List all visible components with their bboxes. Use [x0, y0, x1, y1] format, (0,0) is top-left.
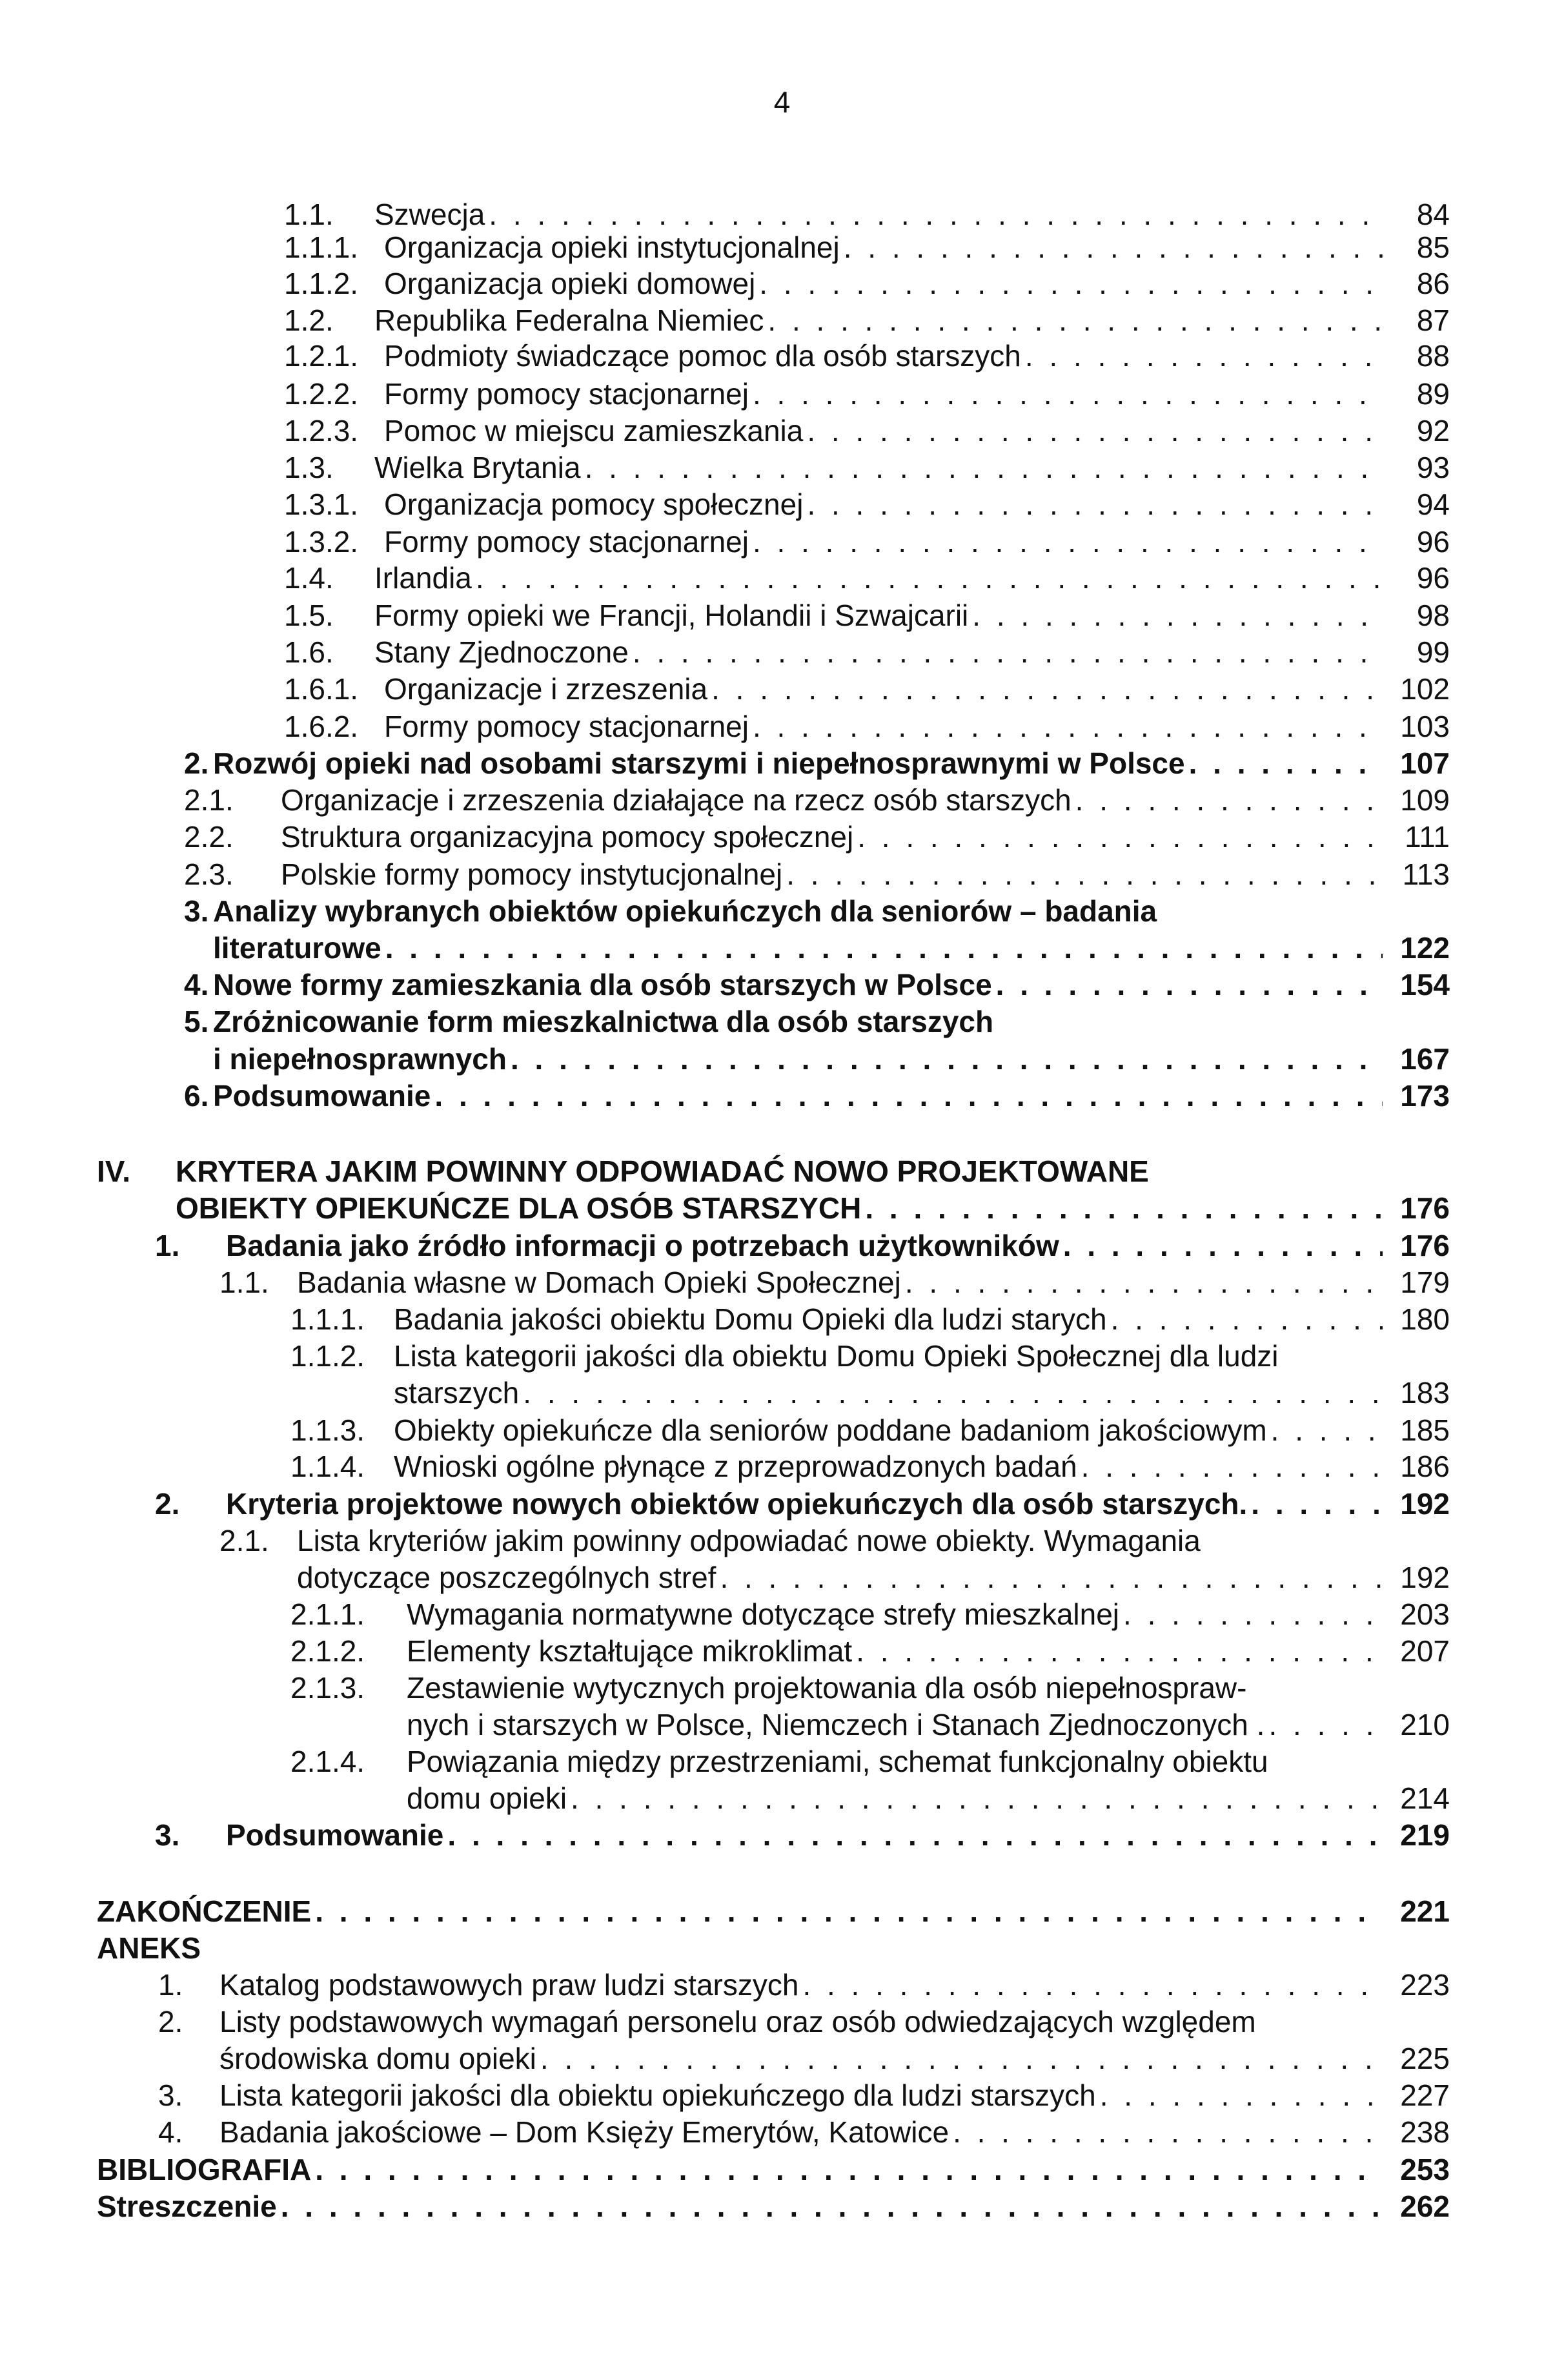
- toc-entry: [284, 265, 1450, 302]
- toc-entry-number: 1.4.: [284, 561, 334, 595]
- toc-entry-title-continued: i niepełnosprawnych: [213, 1042, 507, 1076]
- toc-entry-number: 1.1.3.: [290, 1413, 365, 1447]
- toc-entry-number: 1.1.: [284, 198, 334, 231]
- toc-entry: [97, 1929, 1450, 1967]
- toc-entry-continuation: [213, 929, 1450, 967]
- toc-entry-number: 1.1.1.: [284, 231, 359, 264]
- toc-entry: [158, 2003, 1450, 2040]
- toc-entry-number: 2.1.2.: [290, 1634, 365, 1668]
- dot-leader: [968, 597, 1383, 634]
- toc-entry-title-continued: środowiska domu opieki: [219, 2042, 536, 2075]
- toc-entry-title: Formy pomocy stacjonarnej: [384, 377, 749, 411]
- toc-entry: [184, 781, 1450, 819]
- toc-entry-title: KRYTERA JAKIM POWINNY ODPOWIADAĆ NOWO PROJEKTOWANE: [176, 1154, 1149, 1188]
- toc-entry-page: 210: [1400, 1708, 1450, 1741]
- dot-leader: [581, 449, 1383, 486]
- toc-entry-title: Zestawienie wytycznych projektowania dla osób niepełnospraw-: [407, 1671, 1247, 1705]
- toc-entry-page: 98: [1416, 599, 1450, 632]
- toc-entry-number: 2.: [184, 746, 209, 780]
- toc-entry-title: Organizacje i zrzeszenia działające na rzecz osób starszych: [281, 783, 1071, 817]
- toc-entry-page: 154: [1400, 968, 1450, 1001]
- toc-entry-continuation: [297, 1559, 1450, 1596]
- toc-entry-number: 2.1.: [219, 1524, 269, 1557]
- toc-entry-title-continued: domu opieki: [407, 1781, 567, 1815]
- toc-entry-continuation: [213, 1040, 1450, 1078]
- dot-leader: [803, 486, 1383, 523]
- dot-leader: [431, 1077, 1383, 1114]
- toc-entry-page: 99: [1416, 635, 1450, 669]
- toc-entry: [158, 1966, 1450, 2004]
- toc-entry-title: Streszczenie: [97, 2190, 277, 2223]
- dot-leader: [1107, 1300, 1383, 1338]
- toc-entry-title: Listy podstawowych wymagań personelu oraz osób odwiedzających względem: [219, 2005, 1256, 2038]
- toc-entry-number: 5.: [184, 1005, 209, 1038]
- toc-entry-page: 102: [1400, 672, 1450, 706]
- toc-entry-title-continued: OBIEKTY OPIEKUŃCZE DLA OSÓB STARSZYCH: [176, 1191, 862, 1225]
- toc-entry-number: 1.1.4.: [290, 1450, 365, 1483]
- dot-leader: [1059, 1227, 1383, 1264]
- toc-entry-title: ZAKOŃCZENIE: [97, 1894, 312, 1928]
- toc-entry-page: 122: [1400, 931, 1450, 965]
- toc-entry-number: 1.1.: [219, 1266, 269, 1299]
- toc-entry-title: Obiekty opiekuńcze dla seniorów poddane badaniom jakościowym: [394, 1413, 1267, 1447]
- dot-leader: [749, 708, 1383, 745]
- toc-entry-page: 103: [1400, 710, 1450, 743]
- toc-entry-page: 176: [1400, 1229, 1450, 1262]
- dot-leader: [901, 1264, 1383, 1301]
- toc-entry-page: 92: [1416, 414, 1450, 447]
- toc-entry-number: 1.5.: [284, 599, 334, 632]
- dot-leader: [1264, 1706, 1383, 1743]
- toc-entry: [284, 196, 1450, 233]
- toc-entry: [290, 1448, 1450, 1485]
- toc-entry-title: Rozwój opieki nad osobami starszymi i niepełnosprawnymi w Polsce: [213, 746, 1185, 780]
- dot-leader: [507, 1040, 1383, 1078]
- toc-entry: [284, 708, 1450, 745]
- toc-entry: [97, 2151, 1450, 2188]
- toc-entry-continuation: [219, 2040, 1450, 2077]
- toc-entry: [97, 1893, 1450, 1930]
- toc-entry: [155, 1227, 1450, 1264]
- toc-entry-page: 183: [1400, 1376, 1450, 1410]
- toc-entry-number: 2.1.3.: [290, 1671, 365, 1705]
- toc-entry-title: Podmioty świadczące pomoc dla osób starszych: [384, 339, 1021, 373]
- toc-entry-number: 1.: [158, 1968, 183, 2002]
- toc-entry-title: Struktura organizacyjna pomocy społecznej: [281, 820, 854, 854]
- dot-leader: [1267, 1411, 1383, 1449]
- toc-entry-page: 96: [1416, 561, 1450, 595]
- toc-entry-title: ANEKS: [97, 1931, 201, 1965]
- toc-entry: [219, 1264, 1450, 1301]
- toc-entry: [184, 966, 1450, 1003]
- toc-entry-title: Organizacja pomocy społecznej: [384, 487, 804, 521]
- toc-entry: [284, 337, 1450, 374]
- toc-entry: [97, 2188, 1450, 2225]
- dot-leader: [1185, 744, 1383, 782]
- toc-entry-number: 3.: [184, 894, 209, 928]
- toc-entry-title: Lista kategorii jakości dla obiektu opiekuńczego dla ludzi starszych: [219, 2078, 1096, 2112]
- toc-entry-title: Badania jakościowe – Dom Księży Emerytów, Katowice: [219, 2115, 950, 2149]
- toc-entry-page: 207: [1400, 1634, 1450, 1668]
- dot-leader: [567, 1780, 1383, 1817]
- toc-entry-title: Lista kategorii jakości dla obiektu Domu Opieki Społecznej dla ludzi: [394, 1339, 1279, 1373]
- toc-entry-page: 238: [1400, 2115, 1450, 2149]
- toc-entry-page: 111: [1405, 820, 1450, 854]
- dot-leader: [1247, 1485, 1383, 1523]
- toc-entry-title: Badania jako źródło informacji o potrzebach użytkowników: [226, 1229, 1059, 1262]
- toc-entry-continuation: [394, 1374, 1450, 1411]
- dot-leader: [1077, 1448, 1383, 1485]
- toc-entry-page: 253: [1400, 2153, 1450, 2186]
- toc-entry-number: 1.: [155, 1229, 180, 1262]
- toc-entry-page: 203: [1400, 1597, 1450, 1631]
- toc-entry-number: 1.2.: [284, 303, 334, 337]
- dot-leader: [852, 1632, 1383, 1670]
- toc-entry-number: 2.: [158, 2005, 183, 2038]
- dot-leader: [764, 302, 1383, 339]
- toc-entry-title: Irlandia: [374, 561, 472, 595]
- toc-entry-page: 86: [1416, 267, 1450, 300]
- dot-leader: [536, 2040, 1383, 2077]
- dot-leader: [311, 1893, 1383, 1930]
- toc-entry-title: Wnioski ogólne płynące z przeprowadzonych badań: [394, 1450, 1077, 1483]
- toc-entry-page: 84: [1416, 198, 1450, 231]
- toc-entry-title-continued: dotyczące poszczególnych stref: [297, 1561, 716, 1594]
- toc-entry: [290, 1300, 1450, 1338]
- toc-entry-title-continued: literaturowe: [213, 931, 381, 965]
- toc-entry: [284, 229, 1450, 266]
- toc-entry-number: 2.: [155, 1487, 180, 1521]
- dot-leader: [707, 670, 1383, 708]
- toc-entry-page: 88: [1416, 339, 1450, 373]
- toc-entry-number: 6.: [184, 1079, 209, 1113]
- toc-entry: [284, 486, 1450, 523]
- toc-entry: [184, 856, 1450, 893]
- dot-leader: [803, 412, 1383, 449]
- toc-entry-page: 109: [1400, 783, 1450, 817]
- toc-entry-title: Katalog podstawowych praw ludzi starszych: [219, 1968, 799, 2002]
- toc-entry: [284, 597, 1450, 634]
- toc-entry-number: 4.: [158, 2115, 183, 2149]
- toc-entry-page: 87: [1416, 303, 1450, 337]
- toc-entry-title: Organizacja opieki instytucjonalnej: [384, 231, 840, 264]
- toc-entry-number: 1.1.2.: [290, 1339, 365, 1373]
- toc-entry-number: 1.2.3.: [284, 414, 359, 447]
- toc-entry-number: 3.: [155, 1818, 180, 1852]
- toc-entry-number: 4.: [184, 968, 209, 1001]
- toc-entry: [155, 1816, 1450, 1854]
- toc-entry: [184, 744, 1450, 782]
- toc-entry-title: Badania własne w Domach Opieki Społecznej: [297, 1266, 901, 1299]
- toc-entry-page: 221: [1400, 1894, 1450, 1928]
- toc-entry-number: 1.6.1.: [284, 672, 359, 706]
- toc-entry-title: Organizacje i zrzeszenia: [384, 672, 708, 706]
- dot-leader: [749, 375, 1383, 413]
- toc-entry: [184, 892, 1450, 930]
- toc-entry-page: 94: [1416, 487, 1450, 521]
- toc-entry-title: BIBLIOGRAFIA: [97, 2153, 312, 2186]
- dot-leader: [1096, 2077, 1383, 2114]
- toc-entry-title: Formy pomocy stacjonarnej: [384, 525, 749, 559]
- toc-entry-page: 85: [1416, 231, 1450, 264]
- toc-entry-number: 1.1.2.: [284, 267, 359, 300]
- toc-entry-number: 1.2.1.: [284, 339, 359, 373]
- toc-entry: [284, 523, 1450, 560]
- toc-entry-title: Powiązania między przestrzeniami, schemat funkcjonalny obiektu: [407, 1745, 1268, 1778]
- toc-entry-page: 93: [1416, 451, 1450, 484]
- toc-entry-page: 227: [1400, 2078, 1450, 2112]
- dot-leader: [755, 265, 1383, 302]
- toc-entry-page: 262: [1400, 2190, 1450, 2223]
- dot-leader: [716, 1559, 1383, 1596]
- toc-entry-page: 225: [1400, 2042, 1450, 2075]
- toc-entry-number: 2.1.: [184, 783, 234, 817]
- dot-leader: [1071, 781, 1383, 819]
- toc-entry: [284, 449, 1450, 486]
- toc-entry-page: 192: [1400, 1561, 1450, 1594]
- dot-leader: [381, 929, 1383, 967]
- toc-entry-title: Formy opieki we Francji, Holandii i Szwajcarii: [374, 599, 969, 632]
- toc-entry-title: Podsumowanie: [226, 1818, 444, 1852]
- toc-entry: [284, 412, 1450, 449]
- toc-entry: [290, 1669, 1450, 1707]
- toc-entry-title: Polskie formy pomocy instytucjonalnej: [281, 857, 783, 891]
- toc-entry-number: 2.1.4.: [290, 1745, 365, 1778]
- toc-entry: [97, 1153, 1450, 1190]
- toc-entry: [219, 1522, 1450, 1559]
- dot-leader: [1021, 337, 1383, 374]
- toc-entry-page: 186: [1400, 1450, 1450, 1483]
- toc-entry: [158, 2077, 1450, 2114]
- toc-entry: [290, 1743, 1450, 1780]
- toc-entry: [290, 1337, 1450, 1375]
- toc-entry-number: 2.3.: [184, 857, 234, 891]
- toc-entry-continuation: [407, 1780, 1450, 1817]
- toc-entry-number: 1.3.2.: [284, 525, 359, 559]
- toc-entry-title: Zróżnicowanie form mieszkalnictwa dla osób starszych: [213, 1005, 994, 1038]
- page-number: 4: [773, 85, 791, 119]
- toc-entry-title: Nowe formy zamieszkania dla osób starszych w Polsce: [213, 968, 992, 1001]
- toc-entry-number: 3.: [158, 2078, 183, 2112]
- dot-leader: [472, 559, 1383, 597]
- toc-entry: [284, 670, 1450, 708]
- toc-entry: [184, 1003, 1450, 1040]
- toc-entry: [284, 633, 1450, 671]
- toc-entry: [184, 818, 1450, 856]
- dot-leader: [1119, 1595, 1383, 1633]
- dot-leader: [519, 1374, 1383, 1411]
- toc-entry-page: 96: [1416, 525, 1450, 559]
- toc-entry: [284, 375, 1450, 413]
- dot-leader: [949, 2113, 1383, 2151]
- toc-entry: [290, 1632, 1450, 1670]
- dot-leader: [629, 633, 1383, 671]
- toc-entry-number: 1.3.1.: [284, 487, 359, 521]
- toc-entry: [290, 1411, 1450, 1449]
- toc-entry-title: Podsumowanie: [213, 1079, 431, 1113]
- dot-leader: [782, 856, 1383, 893]
- dot-leader: [853, 818, 1383, 856]
- toc-entry-number: 1.3.: [284, 451, 334, 484]
- dot-leader: [798, 1966, 1383, 2004]
- toc-entry-number: 1.2.2.: [284, 377, 359, 411]
- toc-entry-page: 113: [1402, 857, 1450, 891]
- toc-entry-page: 89: [1416, 377, 1450, 411]
- toc-entry-title: Kryteria projektowe nowych obiektów opiekuńczych dla osób starszych.: [226, 1487, 1248, 1521]
- toc-entry-page: 176: [1400, 1191, 1450, 1225]
- dot-leader: [277, 2188, 1383, 2225]
- dot-leader: [749, 523, 1383, 560]
- toc-entry: [284, 559, 1450, 597]
- toc-entry-page: 167: [1400, 1042, 1450, 1076]
- toc-entry-title: Republika Federalna Niemiec: [374, 303, 764, 337]
- toc-entry-title: Elementy kształtujące mikroklimat: [407, 1634, 853, 1668]
- toc-entry-page: 107: [1400, 746, 1450, 780]
- toc-entry-number: IV.: [97, 1154, 131, 1188]
- toc-entry-page: 214: [1400, 1781, 1450, 1815]
- toc-entry-title: Stany Zjednoczone: [374, 635, 629, 669]
- toc-entry-title-continued: nych i starszych w Polsce, Niemczech i Stanach Zjednoczonych .: [407, 1708, 1265, 1741]
- dot-leader: [992, 966, 1383, 1003]
- toc-entry-title-continued: starszych: [394, 1376, 520, 1410]
- toc-entry: [155, 1485, 1450, 1523]
- toc-entry-number: 2.2.: [184, 820, 234, 854]
- toc-entry-title: Szwecja: [374, 198, 485, 231]
- toc-entry-page: 185: [1400, 1413, 1450, 1447]
- dot-leader: [485, 196, 1383, 233]
- toc-entry-page: 219: [1400, 1818, 1450, 1852]
- toc-entry-title: Formy pomocy stacjonarnej: [384, 710, 749, 743]
- toc-entry-page: 192: [1400, 1487, 1450, 1521]
- toc-entry: [184, 1077, 1450, 1114]
- toc-entry-title: Organizacja opieki domowej: [384, 267, 756, 300]
- dot-leader: [311, 2151, 1383, 2188]
- toc-entry-number: 1.6.2.: [284, 710, 359, 743]
- toc-entry: [290, 1595, 1450, 1633]
- toc-entry: [284, 302, 1450, 339]
- toc-entry-title: Analizy wybranych obiektów opiekuńczych dla seniorów – badania: [213, 894, 1157, 928]
- dot-leader: [443, 1816, 1383, 1854]
- toc-entry-page: 179: [1400, 1266, 1450, 1299]
- dot-leader: [861, 1189, 1383, 1227]
- toc-entry-number: 1.1.1.: [290, 1302, 365, 1336]
- toc-entry: [158, 2113, 1450, 2151]
- toc-entry-continuation: [176, 1189, 1450, 1227]
- toc-entry-title: Pomoc w miejscu zamieszkania: [384, 414, 804, 447]
- toc-entry-title: Lista kryteriów jakim powinny odpowiadać nowe obiekty. Wymagania: [297, 1524, 1201, 1557]
- toc-entry-page: 180: [1400, 1302, 1450, 1336]
- toc-entry-number: 1.6.: [284, 635, 334, 669]
- toc-entry-title: Wielka Brytania: [374, 451, 581, 484]
- toc-entry-page: 173: [1400, 1079, 1450, 1113]
- toc-entry-title: Badania jakości obiektu Domu Opieki dla ludzi starych: [394, 1302, 1107, 1336]
- toc-entry-title: Wymagania normatywne dotyczące strefy mieszkalnej: [407, 1597, 1120, 1631]
- toc-entry-number: 2.1.1.: [290, 1597, 365, 1631]
- toc-entry-continuation: [407, 1706, 1450, 1743]
- dot-leader: [840, 229, 1383, 266]
- toc-entry-page: 223: [1400, 1968, 1450, 2002]
